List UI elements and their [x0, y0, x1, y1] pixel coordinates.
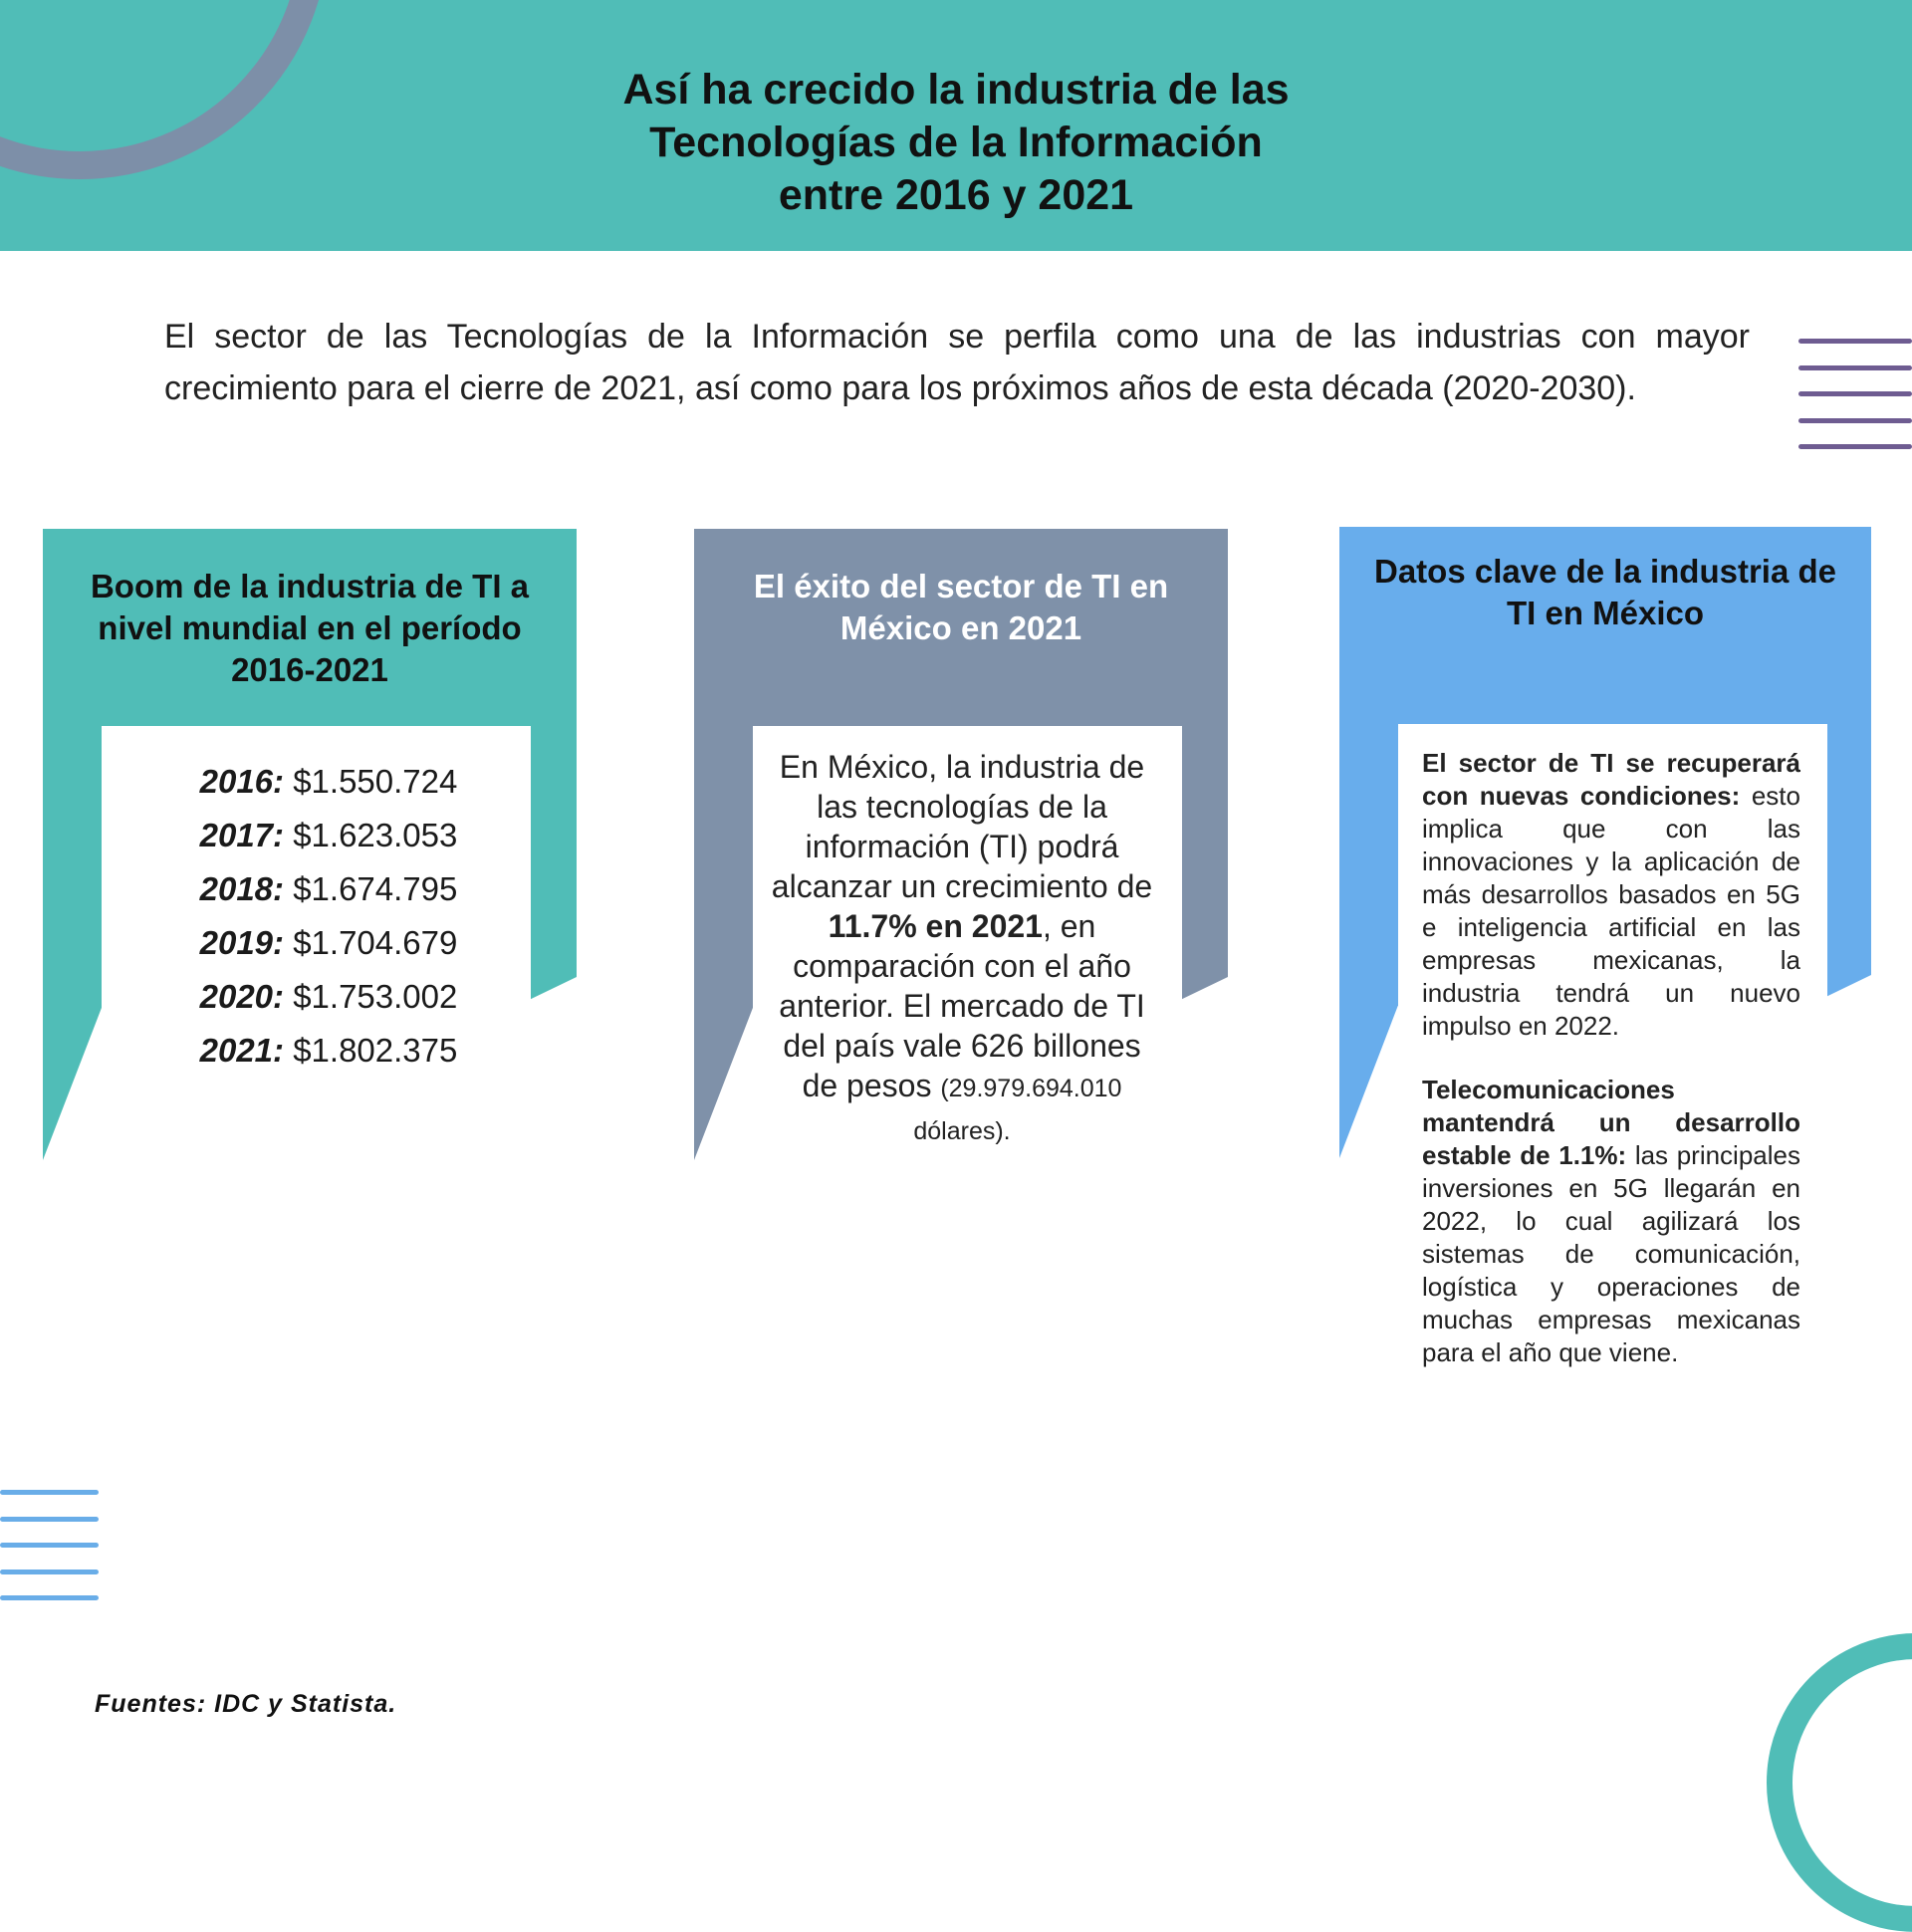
text-segment: , en comparación con el año anterior. El mercado de TI del país vale 626 billones de pesos — [779, 908, 1145, 1103]
year-row — [169, 809, 488, 862]
intro-paragraph: El sector de las Tecnologías de la Información se perfila como una de las industrias con mayor crecimiento para el cierre de 2021, así como para los próximos años de esta década (2020-2030). — [164, 318, 1750, 407]
mexico-growth-text — [763, 747, 1161, 1151]
year-label: 2020: — [199, 978, 285, 1015]
year-value: $1.802.375 — [293, 1032, 458, 1069]
year-value: $1.623.053 — [293, 817, 458, 853]
year-value: $1.704.679 — [293, 924, 458, 961]
title-line: Tecnologías de la Información — [649, 119, 1263, 166]
decorative-arc — [1767, 1633, 1912, 1932]
header-banner — [0, 0, 1912, 251]
card-title: El éxito del sector de TI en México en 2021 — [753, 568, 1169, 646]
key-data-text — [1422, 747, 1800, 1400]
growth-figure: 11.7% en 2021 — [828, 908, 1043, 944]
source-note: Fuentes: IDC y Statista. — [95, 1690, 397, 1718]
year-row — [169, 970, 488, 1024]
year-value: $1.753.002 — [293, 978, 458, 1015]
year-row — [169, 862, 488, 916]
year-label: 2019: — [199, 924, 285, 961]
title-line: entre 2016 y 2021 — [778, 171, 1134, 219]
key-point-heading: El sector de TI se recuperará con nuevas condiciones: — [1422, 748, 1800, 811]
key-point — [1422, 747, 1800, 1043]
dollar-amount: (29.979.694.010 dólares). — [913, 1075, 1122, 1145]
year-row — [169, 1024, 488, 1078]
year-value: $1.674.795 — [293, 870, 458, 907]
year-values-list — [169, 755, 488, 1078]
page-title — [358, 64, 1554, 222]
year-value: $1.550.724 — [293, 763, 458, 800]
year-label: 2021: — [199, 1032, 285, 1069]
card-title: Datos clave de la industria de TI en México — [1374, 553, 1836, 631]
text-segment: En México, la industria de las tecnologías de la información (TI) podrá alcanzar un crecimiento de — [771, 749, 1153, 904]
key-point-heading: Telecomunicaciones mantendrá un desarrollo estable de 1.1%: — [1422, 1075, 1800, 1170]
decorative-arc — [0, 0, 329, 179]
year-label: 2016: — [199, 763, 285, 800]
year-row — [169, 916, 488, 970]
decorative-lines — [1798, 339, 1912, 471]
year-row — [169, 755, 488, 809]
card-title: Boom de la industria de TI a nivel mundial en el período 2016-2021 — [90, 568, 530, 688]
key-point-body: las principales inversiones en 5G llegarán en 2022, lo cual agilizará los sistemas de comunicación, logística y operaciones de muchas empresas mexicanas para el año que viene. — [1422, 1140, 1800, 1367]
year-label: 2018: — [199, 870, 285, 907]
title-line: Así ha crecido la industria de las — [622, 66, 1290, 114]
year-label: 2017: — [199, 817, 285, 853]
key-point-body: esto implica que con las innovaciones y la aplicación de más desarrollos basados en 5G e inteligencia artificial en las empresas mexicanas, la industria tendrá un nuevo impulso en 2022. — [1422, 781, 1800, 1041]
decorative-lines — [0, 1490, 99, 1622]
key-point — [1422, 1074, 1800, 1369]
